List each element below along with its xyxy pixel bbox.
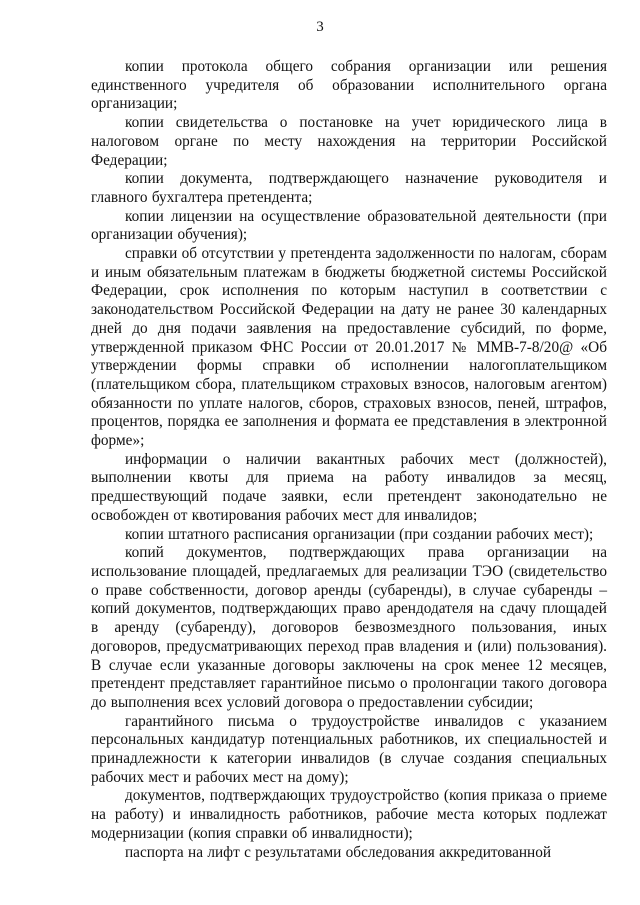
paragraph-appointment-document: копии документа, подтверждающего назначение руководителя и главного бухгалтера претендента;: [91, 170, 607, 206]
document-body: [91, 58, 607, 862]
paragraph-education-license: копии лицензии на осуществление образовательной деятельности (при организации обучения);: [91, 207, 607, 244]
paragraph-vacancy-quota-info: информации о наличии вакантных рабочих мест (должностей), выполнении квоты для приема на работу инвалидов за месяц, предшествующий подаче заявки, если претендент законодательно не освобожден от квотирования рабочих мест для инвалидов;: [91, 450, 607, 524]
page-number: 3: [316, 19, 324, 35]
paragraph-employment-guarantee-letter: гарантийного письма о трудоустройстве инвалидов с указанием персональных кандидатур потенциальных работников, их специальностей и принадлежности к категории инвалидов (в случае создания специальных рабочих мест и рабочих мест на дому);: [91, 712, 607, 786]
paragraph-tax-debt-certificate: справки об отсутствии у претендента задолженности по налогам, сборам и иным обязательным платежам в бюджеты бюджетной системы Российской Федерации, срок исполнения по которым наступил в соответствии с законодательством Российской Федерации на дату не ранее 30 календарных дней до дня подачи заявления на предоставление субсидий, по форме, утвержденной приказом ФНС России от 20.01.2017 № ММВ-7-8/20@ «Об утверждении формы справки об исполнении налогоплательщиком (плательщиком сбора, плательщиком страховых взносов, налоговым агентом) обязанности по уплате налогов, сборов, страховых взносов, пеней, штрафов, процентов, порядка ее заполнения и формата ее представления в электронной форме»;: [91, 245, 607, 450]
paragraph-protocol-copies: копии протокола общего собрания организации или решения единственного учредителя об образовании исполнительного органа организации;: [91, 58, 607, 113]
paragraph-staff-schedule: копии штатного расписания организации (при создании рабочих мест);: [125, 525, 594, 543]
paragraph-tax-registration-certificate: копии свидетельства о постановке на учет юридического лица в налоговом органе по месту нахождения на территории Российской Федерации;: [91, 114, 607, 169]
paragraph-premises-rights-documents: копий документов, подтверждающих права организации на использование площадей, предлагаемых для реализации ТЭО (свидетельство о праве собственности, договор аренды (субаренды), в случае субаренды – копий документов, подтверждающих право арендодателя на сдачу площадей в аренду (субаренду), договоров безвозмездного пользования, иных договоров, предусматривающих переход прав владения и (или) пользования). В случае если указанные договоры заключены на срок менее 12 месяцев, претендент представляет гарантийное письмо о пролонгации такого договора до выполнения всех условий договора о предоставлении субсидии;: [91, 544, 607, 711]
paragraph-elevator-passport: паспорта на лифт с результатами обследования аккредитованной: [125, 843, 552, 861]
paragraph-employment-disability-documents: документов, подтверждающих трудоустройство (копия приказа о приеме на работу) и инвалидность работников, рабочие места которых подлежат модернизации (копия справки об инвалидности);: [91, 787, 607, 842]
